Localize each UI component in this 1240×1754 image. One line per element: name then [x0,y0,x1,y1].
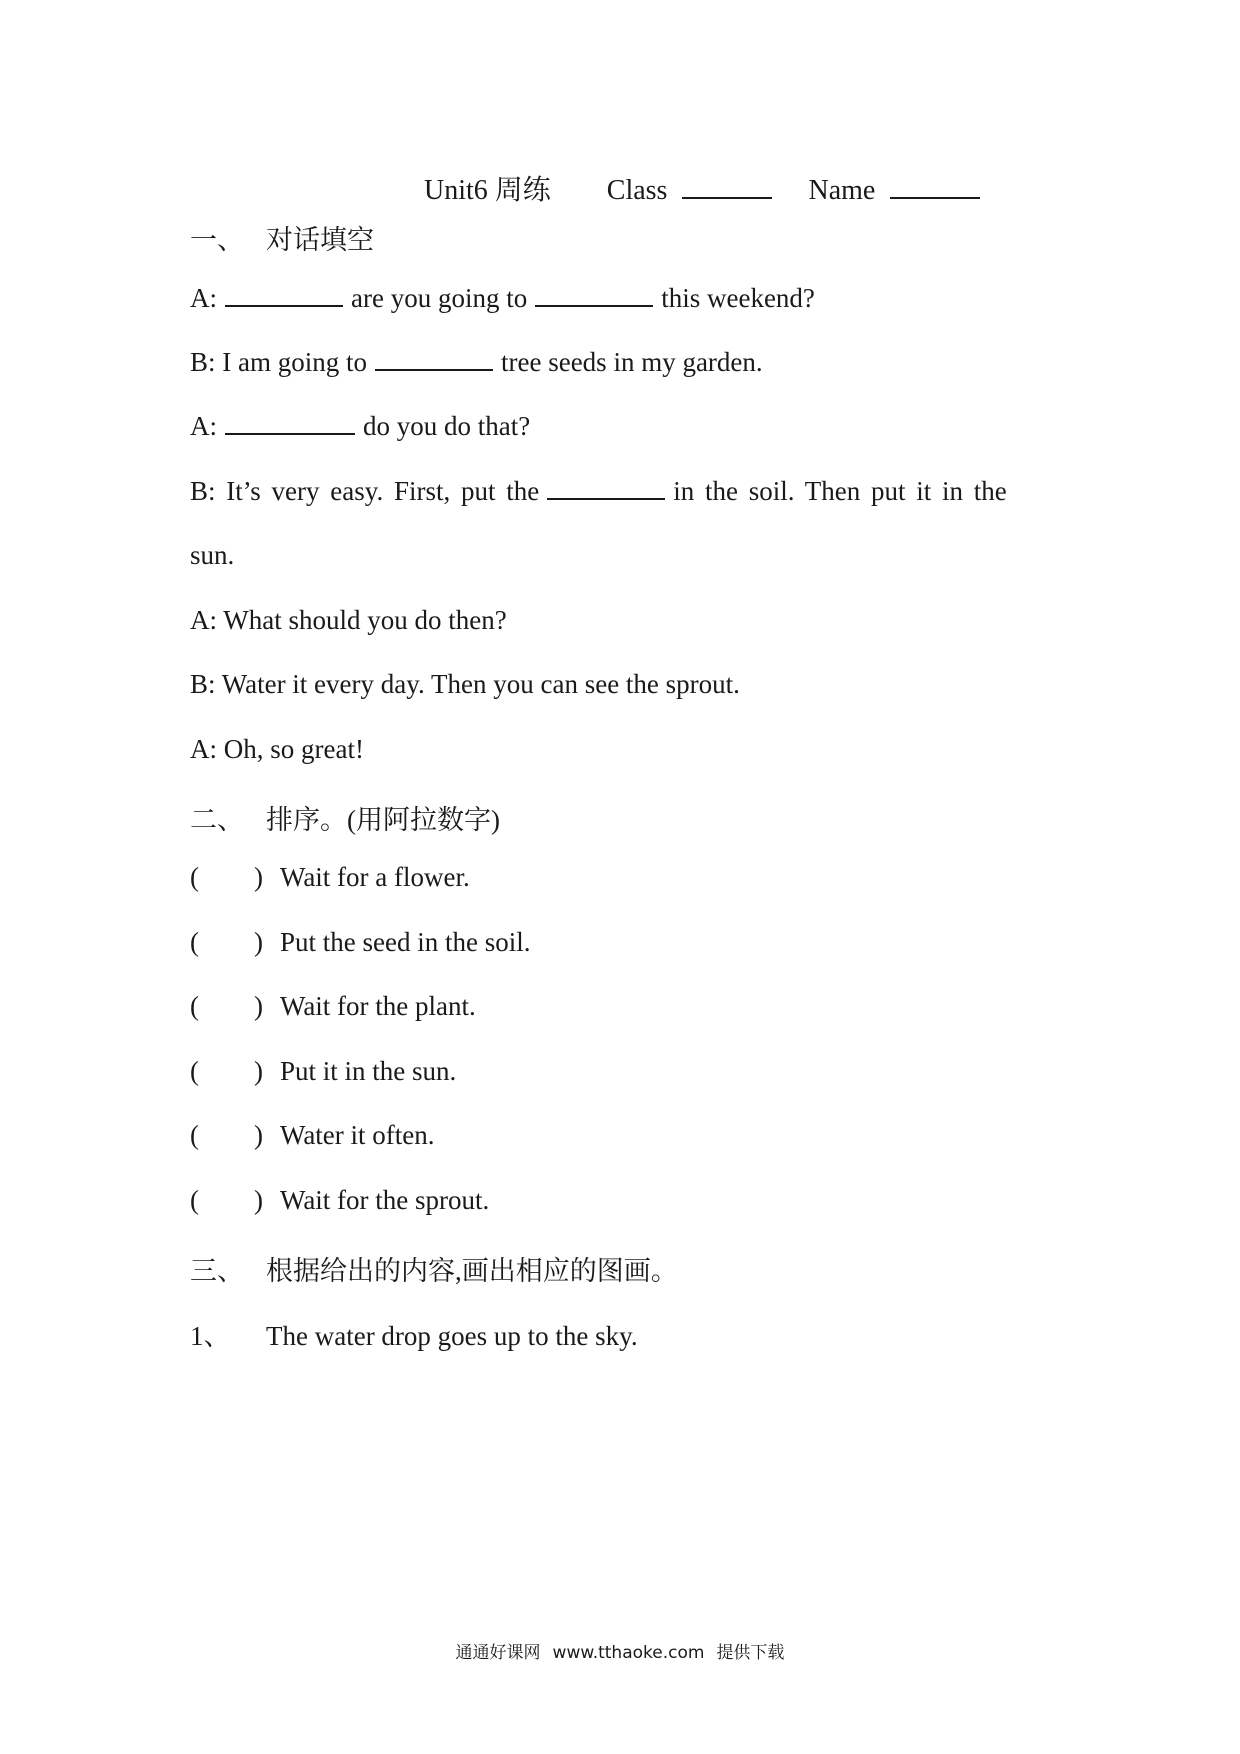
fill-blank-2[interactable] [535,283,653,307]
worksheet-header [424,168,988,208]
dialog-text: are you going to [351,283,528,313]
page-footer [0,1638,1240,1663]
dialog-line-4 [190,476,1007,507]
footer-url: www.tthaoke.com [552,1643,705,1663]
section2-number: 二、 [190,805,244,835]
drawing-prompt-text: The water drop goes up to the sky. [266,1321,638,1351]
order-item-text: Wait for the sprout. [280,1185,490,1215]
name-blank[interactable] [890,175,980,199]
dialog-text: A: [190,411,217,441]
section2-heading [190,798,500,837]
worksheet-title: Unit6 周练 [424,175,551,206]
order-item [190,1056,456,1087]
fill-blank-3[interactable] [375,347,493,371]
name-label: Name [808,175,876,206]
order-answer-box[interactable]: ( ) [190,1056,263,1086]
dialog-text: this weekend? [661,283,815,313]
order-item [190,862,470,893]
dialog-text: in the soil. Then put it in the [673,476,1007,506]
fill-blank-1[interactable] [225,283,343,307]
order-answer-box[interactable]: ( ) [190,1185,263,1215]
dialog-line-7: B: Water it every day. Then you can see the sprout. [190,669,740,699]
drawing-prompt-number: 1、 [190,1321,231,1351]
order-item-text: Put the seed in the soil. [280,927,531,957]
fill-blank-5[interactable] [547,476,665,500]
dialog-line-6: A: What should you do then? [190,605,507,635]
section1-title: 对话填空 [266,225,374,255]
dialog-text: B: I am going to [190,347,367,377]
dialog-line-8: A: Oh, so great! [190,734,364,764]
class-blank[interactable] [682,175,772,199]
dialog-line-3 [190,411,530,442]
order-answer-box[interactable]: ( ) [190,927,263,957]
section3-number: 三、 [190,1256,244,1286]
order-answer-box[interactable]: ( ) [190,1120,263,1150]
order-item-text: Wait for the plant. [280,991,476,1021]
order-answer-box[interactable]: ( ) [190,862,263,892]
dialog-text: tree seeds in my garden. [501,347,763,377]
order-answer-box[interactable]: ( ) [190,991,263,1021]
dialog-line-1 [190,283,815,314]
order-item-text: Wait for a flower. [280,862,470,892]
footer-note: 提供下载 [716,1643,785,1663]
order-item [190,1185,489,1216]
class-label: Class [606,175,668,206]
footer-site-name: 通通好课网 [455,1643,541,1663]
section2-title: 排序。(用阿拉数字) [266,805,500,835]
dialog-text: do you do that? [363,411,531,441]
order-item [190,991,476,1022]
section1-number: 一、 [190,225,244,255]
order-item [190,927,530,958]
section3-title: 根据给出的内容,画出相应的图画。 [266,1256,678,1286]
drawing-prompt [190,1314,638,1353]
drawing-area[interactable] [190,1370,1060,1610]
fill-blank-4[interactable] [225,411,355,435]
order-item [190,1120,435,1151]
dialog-text: A: [190,283,217,313]
dialog-text: B: It’s very easy. First, put the [190,476,540,506]
section1-heading [190,218,374,257]
order-item-text: Put it in the sun. [280,1056,457,1086]
section3-heading [190,1249,678,1288]
dialog-line-5: sun. [190,540,235,570]
dialog-line-2 [190,347,763,378]
order-item-text: Water it often. [280,1120,435,1150]
